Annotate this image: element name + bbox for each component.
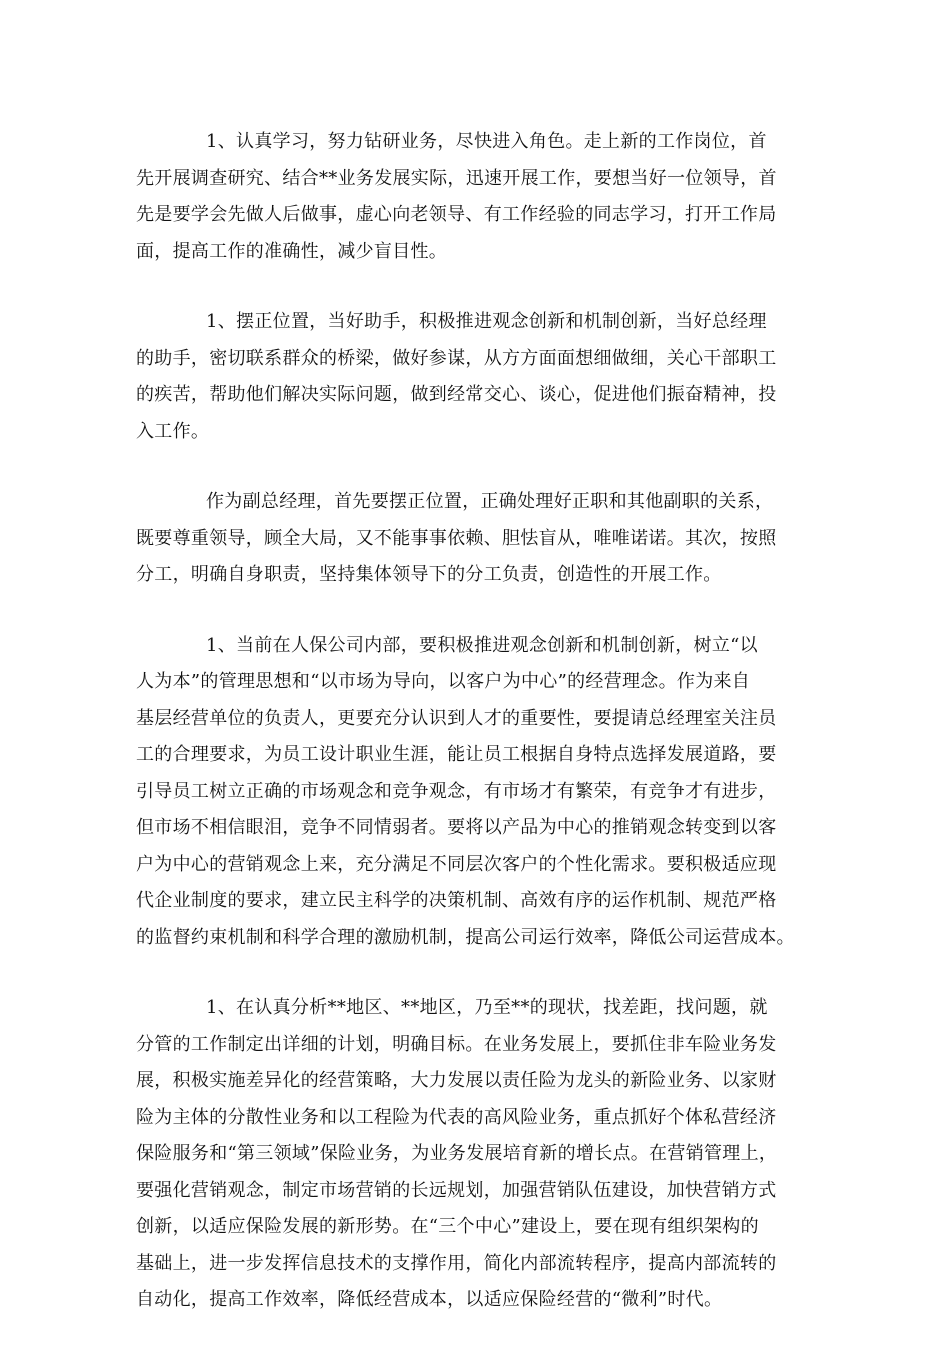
- paragraph: [136, 304, 826, 450]
- paragraph-line: 展，积极实施差异化的经营策略，大力发展以责任险为龙头的新险业务、以家财: [136, 1070, 777, 1091]
- paragraph-line: 分管的工作制定出详细的计划，明确目标。在业务发展上，要抓住非车险业务发: [136, 1033, 777, 1055]
- paragraph-line: 但市场不相信眼泪，竞争不同情弱者。要将以产品为中心的推销观念转变到以客: [136, 817, 777, 838]
- paragraph-line: 人为本”的管理思想和“以市场为导向，以客户为中心”的经营理念。作为来自: [136, 671, 751, 692]
- paragraph-line: 的疾苦，帮助他们解决实际问题，做到经常交心、谈心，促进他们振奋精神，投: [136, 384, 777, 405]
- paragraph-line: 1、在认真分析**地区、**地区，乃至**的现状，找差距，找问题，就: [206, 997, 768, 1018]
- paragraph-line: 基层经营单位的负责人，更要充分认识到人才的重要性，要提请总经理室关注员: [136, 707, 777, 729]
- paragraph-line: 创新，以适应保险发展的新形势。在“三个中心”建设上，要在现有组织架构的: [136, 1216, 759, 1237]
- paragraph-line: 1、认真学习，努力钻研业务，尽快进入角色。走上新的工作岗位，首: [206, 131, 767, 152]
- paragraph: [136, 484, 826, 594]
- paragraph-line: 引导员工树立正确的市场观念和竞争观念，有市场才有繁荣，有竞争才有进步，: [136, 780, 777, 802]
- document-page: [136, 124, 826, 1353]
- paragraph-line: 分工，明确自身职责，坚持集体领导下的分工负责，创造性的开展工作。: [136, 564, 722, 585]
- paragraph: [136, 990, 826, 1319]
- paragraph-line: 入工作。: [136, 420, 210, 442]
- paragraph-line: 险为主体的分散性业务和以工程险为代表的高风险业务，重点抓好个体私营经济: [136, 1106, 777, 1128]
- paragraph-line: 保险服务和“第三领域”保险业务，为业务发展培育新的增长点。在营销管理上，: [136, 1143, 778, 1164]
- paragraph-line: 1、当前在人保公司内部，要积极推进观念创新和机制创新，树立“以: [206, 634, 758, 656]
- paragraph-line: 基础上，进一步发挥信息技术的支撑作用，简化内部流转程序，提高内部流转的: [136, 1252, 777, 1274]
- paragraph-line: 先开展调查研究、结合**业务发展实际，迅速开展工作，要想当好一位领导，首: [136, 167, 777, 189]
- paragraph-line: 作为副总经理，首先要摆正位置，正确处理好正职和其他副职的关系，: [206, 491, 774, 512]
- paragraph-line: 1、摆正位置，当好助手，积极推进观念创新和机制创新，当好总经理: [206, 311, 767, 332]
- paragraph-line: 面，提高工作的准确性，减少盲目性。: [136, 240, 448, 262]
- paragraph-line: 代企业制度的要求，建立民主科学的决策机制、高效有序的运作机制、规范严格: [136, 890, 777, 911]
- paragraph-line: 的助手，密切联系群众的桥梁，做好参谋，从方方面面想细做细，关心干部职工: [136, 347, 777, 369]
- paragraph-line: 既要尊重领导，顾全大局，又不能事事依赖、胆怯盲从，唯唯诺诺。其次，按照: [136, 527, 777, 549]
- paragraph: [136, 628, 826, 957]
- paragraph-line: 要强化营销观念，制定市场营销的长远规划，加强营销队伍建设，加快营销方式: [136, 1179, 777, 1201]
- paragraph: [136, 124, 826, 270]
- paragraph-line: 工的合理要求，为员工设计职业生涯，能让员工根据自身特点选择发展道路，要: [136, 744, 777, 765]
- paragraph-line: 先是要学会先做人后做事，虚心向老领导、有工作经验的同志学习，打开工作局: [136, 204, 777, 225]
- paragraph-line: 户为中心的营销观念上来，充分满足不同层次客户的个性化需求。要积极适应现: [136, 853, 777, 875]
- paragraph-line: 自动化，提高工作效率，降低经营成本，以适应保险经营的“微利”时代。: [136, 1289, 723, 1310]
- paragraph-line: 的监督约束机制和科学合理的激励机制，提高公司运行效率，降低公司运营成本。: [136, 926, 795, 948]
